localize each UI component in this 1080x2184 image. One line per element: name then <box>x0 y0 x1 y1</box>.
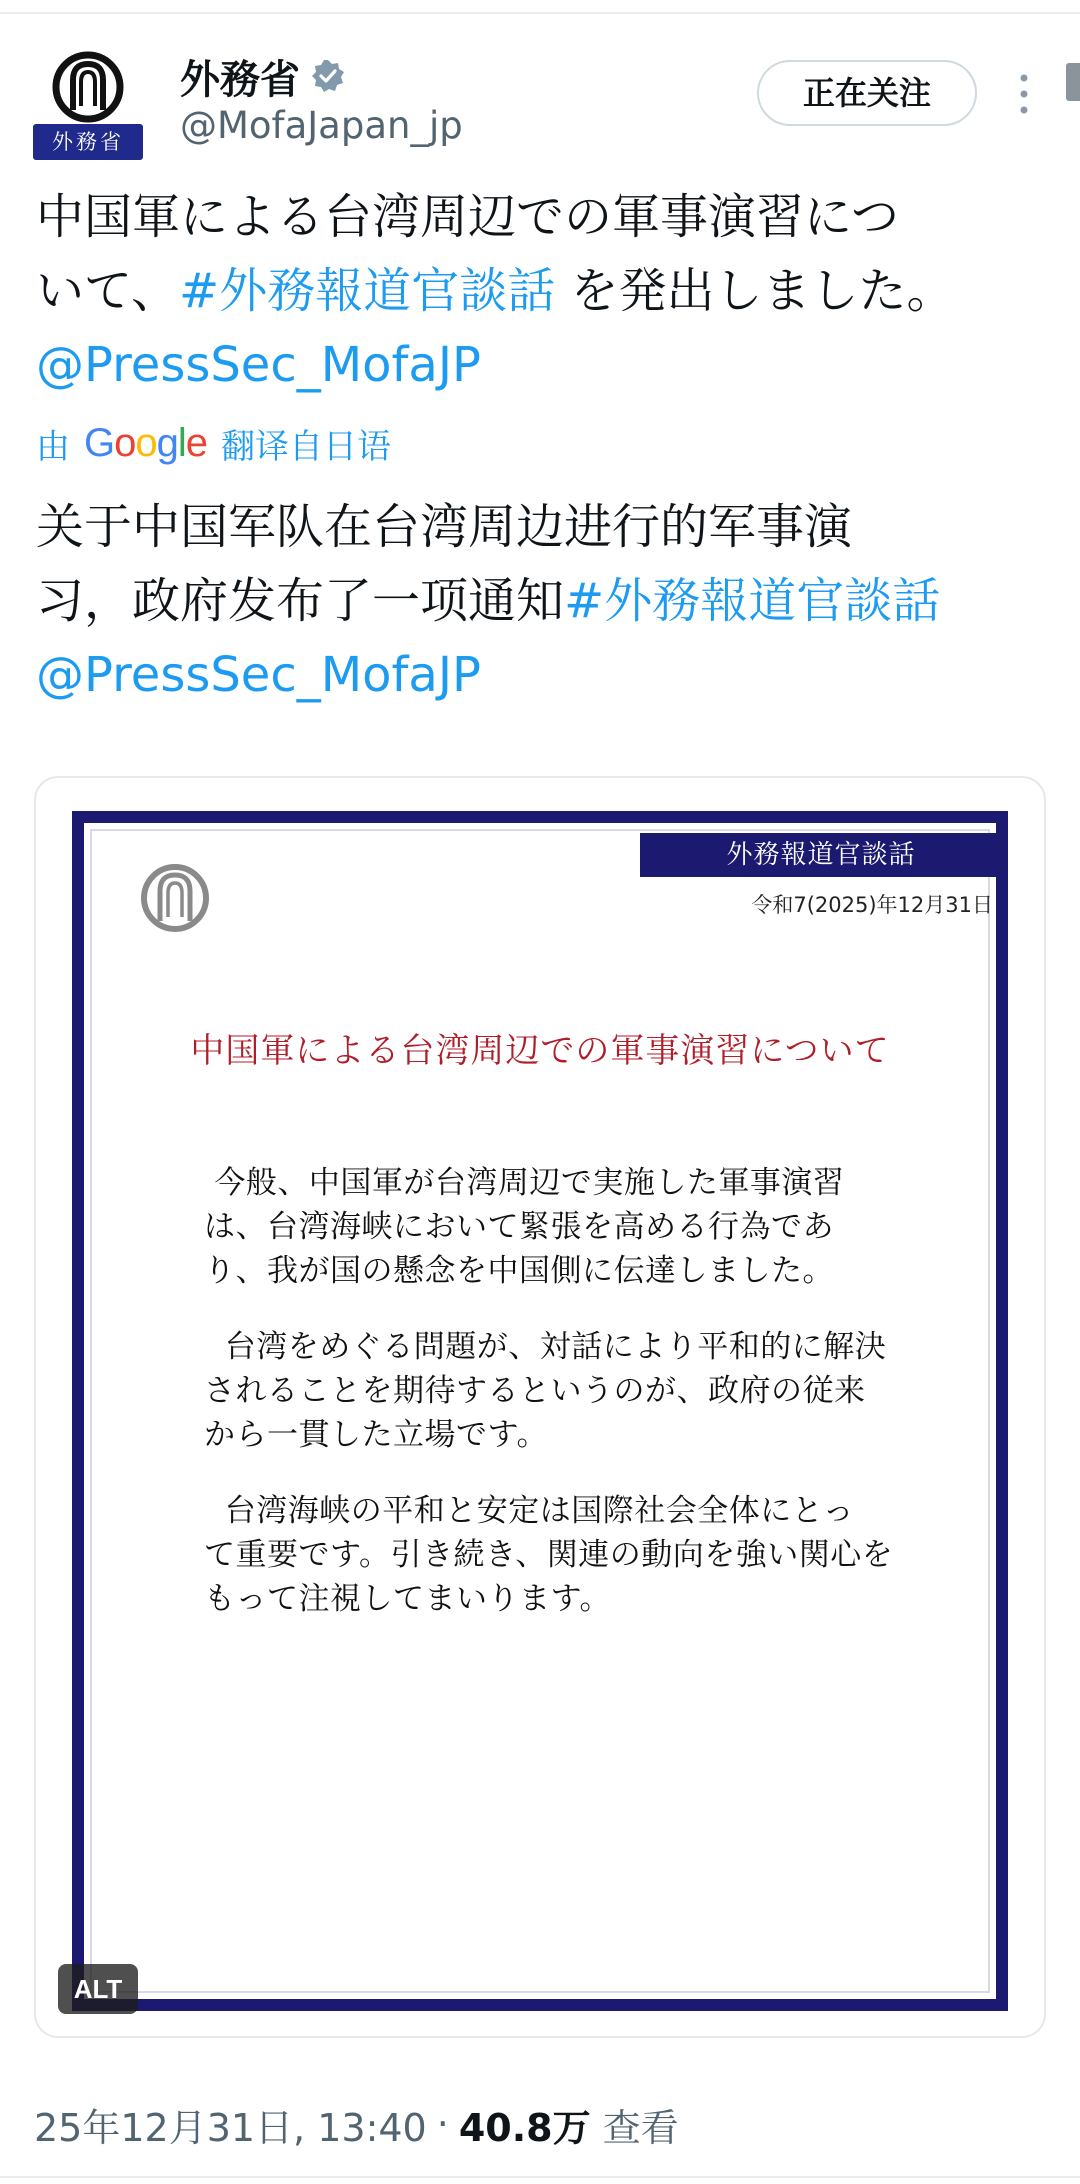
document-paragraph-3: 台湾海峡の平和と安定は国際社会全体にとっ て重要です。引き続き、関連の動向を強い関心を もって注視してまいります。 <box>204 1493 894 1617</box>
tweet-translated-line1: 关于中国军队在台湾周边进行的军事演 <box>36 499 853 555</box>
document-title: 中国軍による台湾周辺での軍事演習について <box>190 1031 890 1071</box>
google-logo: Google <box>84 420 208 465</box>
tweet-translated-line2-prefix: 习，政府发布了一项通知 <box>36 573 565 629</box>
media-card[interactable] <box>34 776 1046 2038</box>
document-paragraph-2: 台湾をめぐる問題が、対話により平和的に解決 されることを期待するというのが、政府の従来 から一貫した立場です。 <box>204 1329 887 1453</box>
translated-by-prefix: 由 <box>36 426 70 467</box>
timestamp[interactable]: 25年12月31日, 13:40 <box>34 2105 427 2150</box>
ministry-emblem-icon <box>138 861 212 935</box>
mention-link[interactable]: @PressSec_MofaJP <box>36 337 481 393</box>
document-badge: 外務報道官談話 <box>640 833 1002 877</box>
scrollbar-thumb[interactable] <box>1066 63 1080 101</box>
meta-separator: · <box>436 2102 449 2146</box>
bottom-divider <box>0 2176 1080 2178</box>
display-name[interactable]: 外務省 <box>180 56 300 103</box>
translated-hashtag-link[interactable]: #外務報道官談話 <box>564 573 941 629</box>
avatar-label: 外務省 <box>33 124 143 160</box>
avatar[interactable] <box>33 50 143 162</box>
translated-by-suffix: 翻译自日语 <box>221 426 392 467</box>
tweet-original-text <box>36 180 1046 402</box>
tweet-original-line1: 中国軍による台湾周辺での軍事演習につ <box>36 189 900 245</box>
views-label: 查看 <box>602 2105 679 2150</box>
tweet-translated-text <box>36 490 1046 712</box>
tweet-original-line2-prefix: いて、 <box>36 263 180 319</box>
alt-text-button[interactable]: ALT <box>58 1964 138 2014</box>
translated-mention-link[interactable]: @PressSec_MofaJP <box>36 647 481 703</box>
hashtag-link[interactable]: #外務報道官談話 <box>179 263 556 319</box>
more-vertical-icon[interactable] <box>1012 72 1036 116</box>
view-count[interactable]: 40.8万 <box>458 2105 591 2150</box>
ministry-emblem-icon <box>51 50 125 124</box>
tweet-meta <box>34 2094 679 2154</box>
top-divider <box>0 12 1080 14</box>
document-date: 令和7(2025)年12月31日 <box>751 893 993 917</box>
display-name-row[interactable] <box>180 50 346 102</box>
translated-by-google[interactable] <box>36 418 391 468</box>
verified-badge-icon <box>310 58 346 94</box>
following-button[interactable]: 正在关注 <box>757 60 977 126</box>
press-release-image[interactable] <box>72 811 1008 2011</box>
account-handle[interactable]: @MofaJapan_jp <box>180 104 463 147</box>
tweet-original-line2-suffix: を発出しました。 <box>555 263 955 319</box>
document-paragraph-1: 今般、中国軍が台湾周辺で実施した軍事演習 は、台湾海峡において緊張を高める行為であ り、我が国の懸念を中国側に伝達しました。 <box>204 1165 845 1289</box>
